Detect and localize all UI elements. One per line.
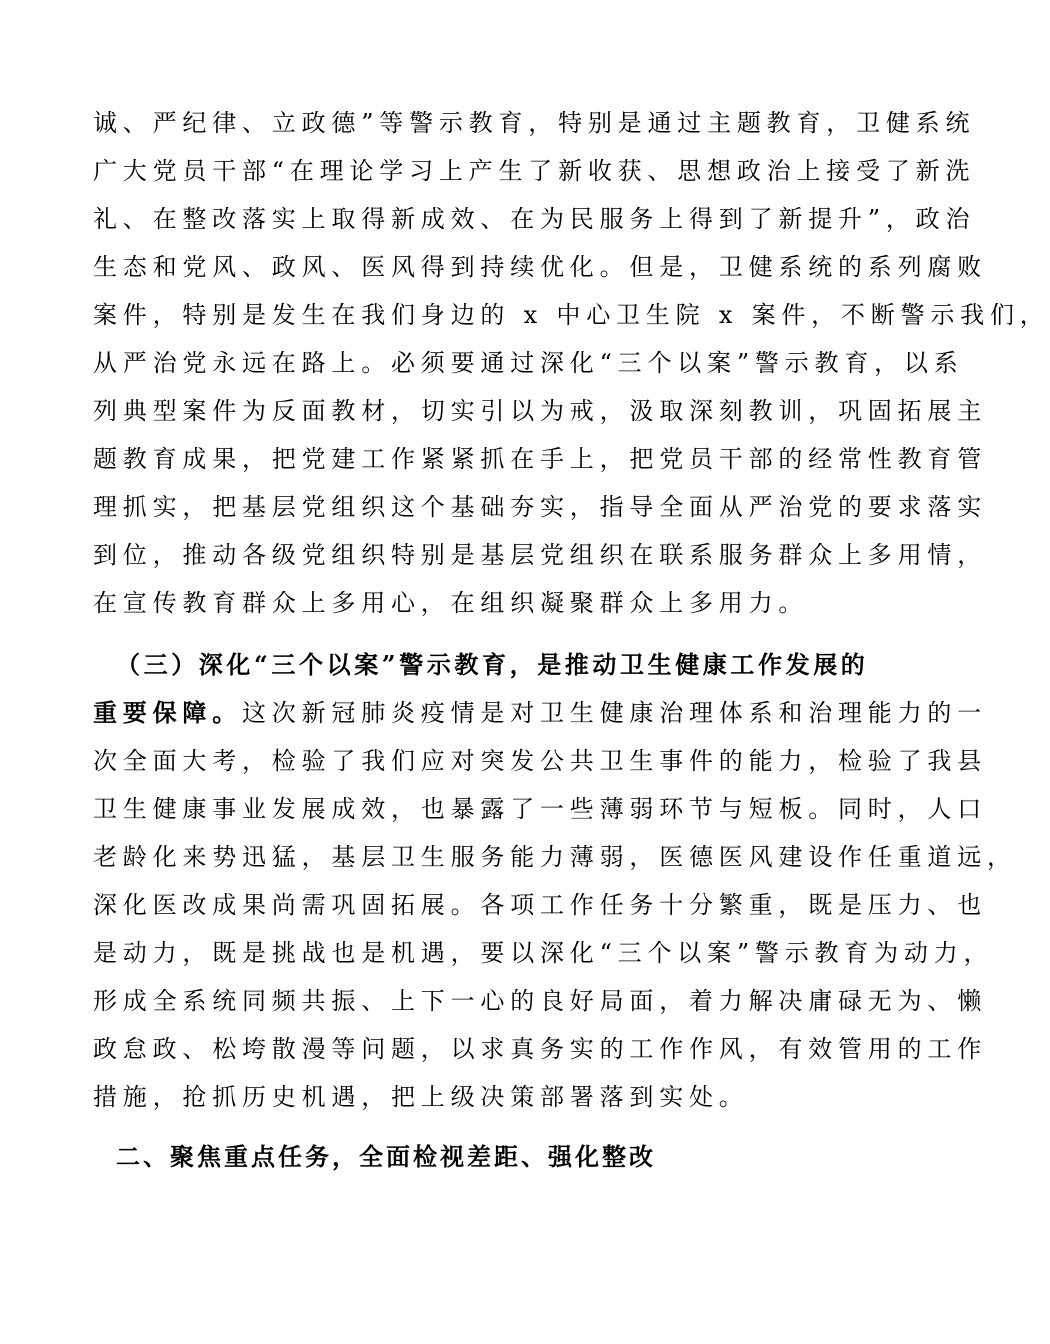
paragraph-2-line-9: 政怠政、松垮散漫等问题，以求真务实的工作作风，有效管用的工作 <box>93 1035 987 1063</box>
paragraph-1-line-7: 列典型案件为反面教材，切实引以为戒，汲取深刻教训，巩固拓展主 <box>93 397 987 425</box>
paragraph-1-line-1: 诚、严纪律、立政德”等警示教育，特别是通过主题教育，卫健系统 <box>93 109 976 137</box>
paragraph-1-line-6: 从严治党永远在路上。必须要通过深化“三个以案”警示教育，以系 <box>93 349 964 377</box>
paragraph-2-bold-lead: 重要保障。 <box>93 698 242 727</box>
paragraph-2-line-7: 是动力，既是挑战也是机遇，要以深化“三个以案”警示教育为动力， <box>93 939 994 967</box>
section-heading: 二、聚焦重点任务，全面检视差距、强化整改 <box>116 1143 656 1171</box>
paragraph-2-line-5: 老龄化来势迅猛，基层卫生服务能力薄弱，医德医风建设作任重道远， <box>93 843 1017 871</box>
paragraph-1-line-11: 在宣传教育群众上多用心，在组织凝聚群众上多用力。 <box>93 589 809 617</box>
paragraph-2-line-10: 措施，抢抓历史机遇，把上级决策部署落到实处。 <box>93 1083 749 1111</box>
paragraph-1-line-2: 广大党员干部“在理论学习上产生了新收获、思想政治上接受了新洗 <box>93 157 976 185</box>
paragraph-2-line-8: 形成全系统同频共振、上下一心的良好局面，着力解决庸碌无为、懒 <box>93 987 987 1015</box>
paragraph-2-line-2-text: 这次新冠肺炎疫情是对卫生健康治理体系和治理能力的一 <box>242 699 987 727</box>
paragraph-1-line-8: 题教育成果，把党建工作紧紧抓在手上，把党员干部的经常性教育管 <box>93 445 987 473</box>
paragraph-2-line-2 <box>93 693 987 733</box>
paragraph-1-line-10: 到位，推动各级党组织特别是基层党组织在联系服务群众上多用情， <box>93 541 987 569</box>
paragraph-2-line-6: 深化医改成果尚需巩固拓展。各项工作任务十分繁重，既是压力、也 <box>93 891 987 919</box>
paragraph-1-line-3: 礼、在整改落实上取得新成效、在为民服务上得到了新提升”，政治 <box>93 205 976 233</box>
paragraph-1-line-9: 理抓实，把基层党组织这个基础夯实，指导全面从严治党的要求落实 <box>93 493 987 521</box>
paragraph-1-line-5: 案件，特别是发生在我们身边的 x 中心卫生院 x 案件，不断警示我们， <box>93 301 1050 329</box>
paragraph-2-line-4: 卫生健康事业发展成效，也暴露了一些薄弱环节与短板。同时，人口 <box>93 795 987 823</box>
paragraph-2-line-3: 次全面大考，检验了我们应对突发公共卫生事件的能力，检验了我县 <box>93 747 987 775</box>
paragraph-2-heading-line: （三）深化“三个以案”警示教育，是推动卫生健康工作发展的 <box>116 650 869 679</box>
paragraph-1-line-4: 生态和党风、政风、医风得到持续优化。但是，卫健系统的系列腐败 <box>93 253 987 281</box>
